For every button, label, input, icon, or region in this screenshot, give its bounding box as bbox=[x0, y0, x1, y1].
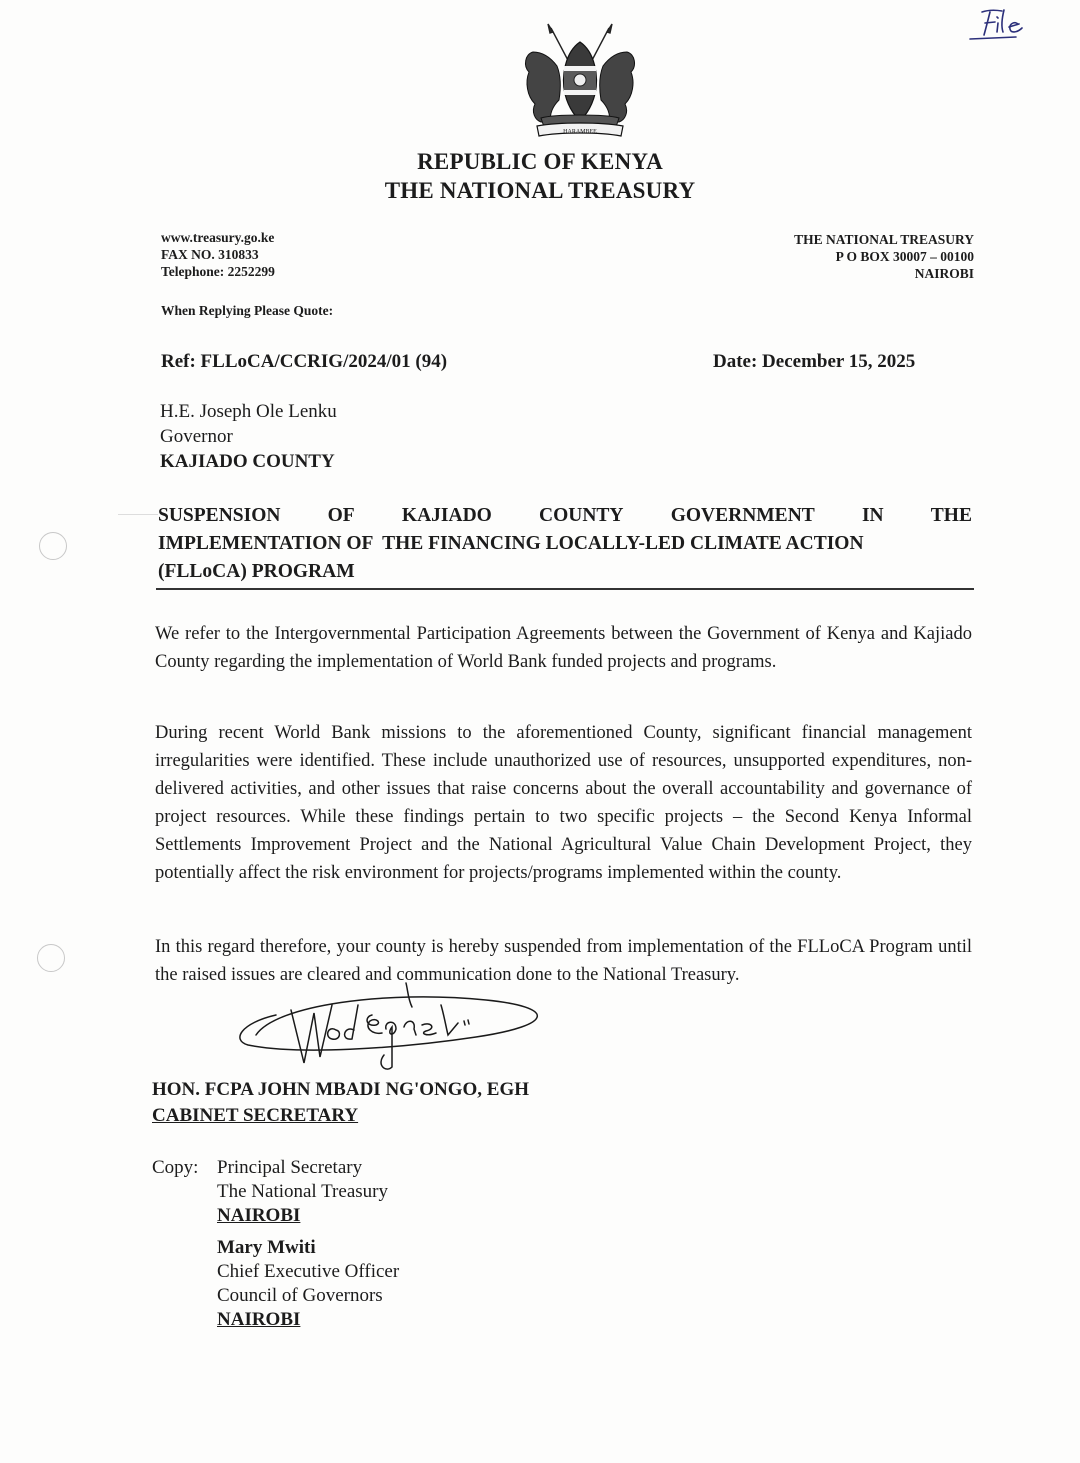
handwritten-file-note bbox=[968, 4, 1028, 42]
signatory-title: CABINET SECRETARY bbox=[152, 1105, 359, 1126]
signatory-name: HON. FCPA JOHN MBADI NG'ONGO, EGH bbox=[152, 1079, 530, 1100]
addressee-title: Governor bbox=[160, 426, 233, 447]
addressee-county: KAJIADO COUNTY bbox=[160, 451, 335, 472]
telephone-number: Telephone: 2252299 bbox=[161, 264, 275, 279]
crest-motto: HARAMBEE bbox=[563, 129, 597, 135]
letterhead-republic: REPUBLIC OF KENYA bbox=[417, 149, 663, 174]
addressee-name: H.E. Joseph Ole Lenku bbox=[160, 401, 337, 422]
punch-hole-top bbox=[39, 532, 67, 560]
copy-recipient-org: Council of Governors bbox=[217, 1285, 383, 1306]
coat-of-arms-icon bbox=[515, 22, 645, 140]
subject-word: THE bbox=[930, 505, 972, 526]
website: www.treasury.go.ke bbox=[161, 230, 275, 245]
subject-line-2: IMPLEMENTATION OF THE FINANCING LOCALLY-LED CLIMATE ACTION bbox=[158, 533, 864, 554]
subject-underline bbox=[156, 588, 974, 590]
signature-image bbox=[236, 975, 546, 1075]
contact-right bbox=[794, 231, 974, 282]
copy-label: Copy: bbox=[152, 1157, 199, 1178]
letter-date: Date: December 15, 2025 bbox=[713, 351, 916, 372]
subject-word: KAJIADO bbox=[401, 505, 492, 526]
address-line-2: P O BOX 30007 – 00100 bbox=[835, 249, 974, 264]
reply-quote-label: When Replying Please Quote: bbox=[161, 303, 334, 318]
subject-line-3: (FLLoCA) PROGRAM bbox=[158, 561, 355, 582]
subject-word: OF bbox=[327, 505, 355, 526]
signatory-block bbox=[152, 1077, 529, 1129]
copy-recipient-org: The National Treasury bbox=[217, 1181, 388, 1202]
copy-recipient bbox=[217, 1236, 399, 1332]
body-paragraph-2: During recent World Bank missions to the aforementioned County, significant financial management irregularities were identified. These include unauthorized use of resources, unsupported expenditures, non-delivered activities, and other issues that raise concerns about the overall accountability and governance of project resources. While these findings pertain to two specific projects – the Second Kenya Informal Settlements Improvement Project and the National Agricultural Value Chain Development Project, they potentially affect the risk environment for projects/programs implemented within the county. bbox=[155, 723, 972, 883]
contact-left bbox=[161, 229, 275, 280]
scan-artifact-line bbox=[118, 514, 158, 515]
subject-word: SUSPENSION bbox=[158, 505, 281, 526]
letterhead-treasury: THE NATIONAL TREASURY bbox=[384, 178, 696, 203]
subject-line-1 bbox=[158, 502, 972, 530]
body-paragraph-3: In this regard therefore, your county is hereby suspended from implementation of the FLLoCA Program until the raised issues are cleared and communication done to the National Treasury. bbox=[155, 937, 972, 985]
copy-recipient-city: NAIROBI bbox=[217, 1309, 301, 1330]
copy-recipient bbox=[217, 1156, 388, 1228]
addressee-block bbox=[160, 399, 337, 474]
copy-recipient-title: Chief Executive Officer bbox=[217, 1261, 400, 1282]
address-line-3: NAIROBI bbox=[914, 266, 974, 281]
reference-number: Ref: FLLoCA/CCRIG/2024/01 (94) bbox=[161, 351, 448, 372]
subject-word: IN bbox=[861, 505, 884, 526]
fax-number: FAX NO. 310833 bbox=[161, 247, 259, 262]
copy-recipient-city: NAIROBI bbox=[217, 1205, 301, 1226]
punch-hole-bottom bbox=[37, 944, 65, 972]
body-paragraph-1: We refer to the Intergovernmental Participation Agreements between the Government of Kenya and Kajiado County regarding the implementation of World Bank funded projects and programs. bbox=[155, 624, 972, 672]
subject-word: COUNTY bbox=[539, 505, 624, 526]
copy-recipient-name: Principal Secretary bbox=[217, 1157, 363, 1178]
subject-word: GOVERNMENT bbox=[670, 505, 815, 526]
subject-heading bbox=[158, 502, 972, 586]
copy-recipient-name: Mary Mwiti bbox=[217, 1237, 316, 1258]
address-line-1: THE NATIONAL TREASURY bbox=[794, 232, 974, 247]
